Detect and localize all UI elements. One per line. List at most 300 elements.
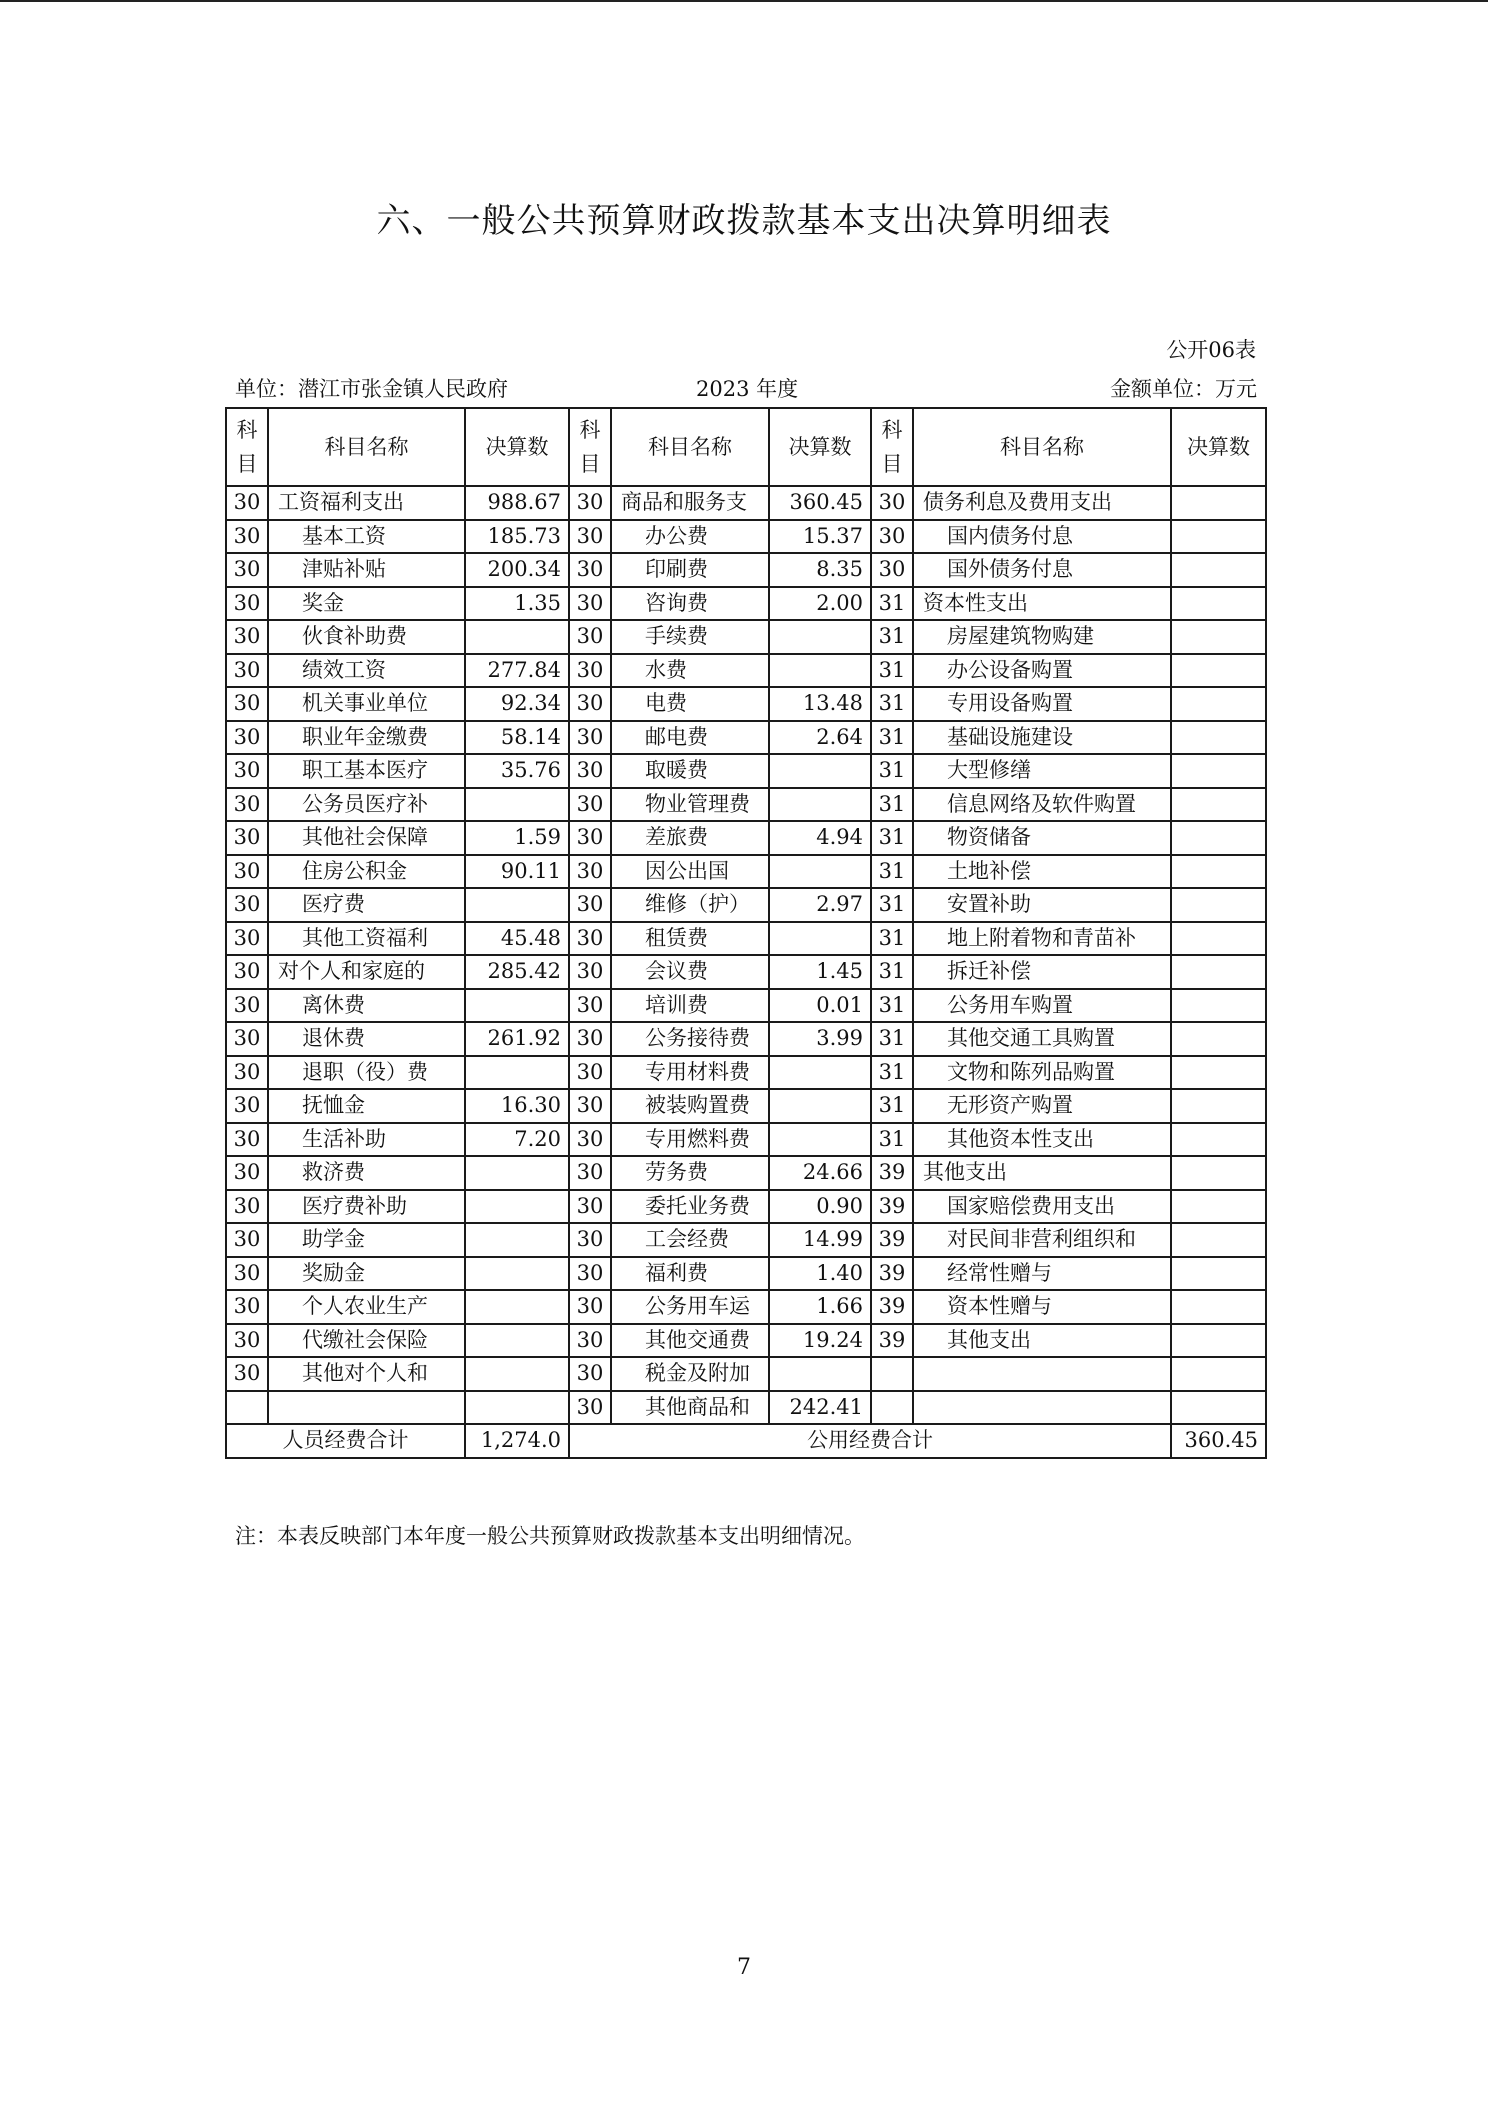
subject-name-cell: 劳务费 bbox=[611, 1156, 769, 1190]
subject-name-cell: 被装购置费 bbox=[611, 1089, 769, 1123]
amount-cell: 13.48 bbox=[769, 687, 871, 721]
amount-cell: 1.40 bbox=[769, 1257, 871, 1291]
subject-name-cell: 离休费 bbox=[268, 989, 465, 1023]
public-total-label: 公用经费合计 bbox=[569, 1424, 1171, 1458]
amount-cell: 15.37 bbox=[769, 520, 871, 554]
table-row bbox=[226, 1123, 1266, 1157]
amount-cell bbox=[1171, 687, 1266, 721]
subject-code-cell bbox=[871, 1391, 913, 1425]
subject-code-cell: 30 bbox=[569, 855, 611, 889]
header-name-2: 科目名称 bbox=[611, 408, 769, 486]
amount-cell bbox=[465, 989, 569, 1023]
amount-cell bbox=[1171, 1056, 1266, 1090]
header-name-1: 科目名称 bbox=[268, 408, 465, 486]
amount-cell: 200.34 bbox=[465, 553, 569, 587]
table-row bbox=[226, 1190, 1266, 1224]
subject-name-cell: 无形资产购置 bbox=[913, 1089, 1171, 1123]
amount-cell bbox=[769, 1357, 871, 1391]
subject-code-cell bbox=[226, 1391, 268, 1425]
subject-name-cell: 培训费 bbox=[611, 989, 769, 1023]
subject-code-cell: 30 bbox=[569, 1089, 611, 1123]
table-row bbox=[226, 888, 1266, 922]
subject-code-cell: 30 bbox=[569, 888, 611, 922]
subject-code-cell: 31 bbox=[871, 620, 913, 654]
subject-name-cell: 手续费 bbox=[611, 620, 769, 654]
subject-name-cell: 商品和服务支 bbox=[611, 486, 769, 520]
table-row bbox=[226, 553, 1266, 587]
subject-name-cell: 专用燃料费 bbox=[611, 1123, 769, 1157]
subject-name-cell: 取暖费 bbox=[611, 754, 769, 788]
subject-name-cell: 国家赔偿费用支出 bbox=[913, 1190, 1171, 1224]
subject-code-cell: 30 bbox=[226, 955, 268, 989]
table-row bbox=[226, 1257, 1266, 1291]
amount-cell: 45.48 bbox=[465, 922, 569, 956]
subject-name-cell bbox=[268, 1391, 465, 1425]
amount-cell bbox=[1171, 1156, 1266, 1190]
subject-code-cell: 30 bbox=[569, 721, 611, 755]
amount-cell bbox=[1171, 1089, 1266, 1123]
amount-cell bbox=[1171, 1324, 1266, 1358]
subject-name-cell: 公务接待费 bbox=[611, 1022, 769, 1056]
subject-name-cell: 办公设备购置 bbox=[913, 654, 1171, 688]
subject-code-cell: 30 bbox=[226, 620, 268, 654]
subject-name-cell: 电费 bbox=[611, 687, 769, 721]
subject-code-cell: 30 bbox=[226, 1290, 268, 1324]
amount-cell: 285.42 bbox=[465, 955, 569, 989]
subject-code-cell: 31 bbox=[871, 955, 913, 989]
amount-cell bbox=[465, 1223, 569, 1257]
amount-cell bbox=[1171, 1357, 1266, 1391]
table-row bbox=[226, 1223, 1266, 1257]
amount-cell bbox=[769, 754, 871, 788]
subject-name-cell: 房屋建筑物购建 bbox=[913, 620, 1171, 654]
subject-code-cell: 30 bbox=[569, 486, 611, 520]
amount-cell bbox=[1171, 754, 1266, 788]
subject-code-cell: 39 bbox=[871, 1257, 913, 1291]
table-row bbox=[226, 754, 1266, 788]
amount-cell bbox=[465, 620, 569, 654]
subject-name-cell: 退职（役）费 bbox=[268, 1056, 465, 1090]
amount-cell bbox=[1171, 888, 1266, 922]
amount-cell: 7.20 bbox=[465, 1123, 569, 1157]
personnel-total-value: 1,274.0 bbox=[465, 1424, 569, 1458]
subject-name-cell: 租赁费 bbox=[611, 922, 769, 956]
expenditure-table bbox=[225, 407, 1267, 1459]
subject-code-cell: 30 bbox=[226, 520, 268, 554]
table-row bbox=[226, 1324, 1266, 1358]
subject-code-cell: 30 bbox=[226, 1156, 268, 1190]
amount-cell bbox=[1171, 654, 1266, 688]
table-row bbox=[226, 1089, 1266, 1123]
amount-cell: 988.67 bbox=[465, 486, 569, 520]
subject-code-cell: 30 bbox=[569, 654, 611, 688]
amount-cell: 0.01 bbox=[769, 989, 871, 1023]
amount-cell: 14.99 bbox=[769, 1223, 871, 1257]
subject-code-cell: 30 bbox=[226, 587, 268, 621]
subject-code-cell: 30 bbox=[226, 888, 268, 922]
table-row bbox=[226, 1022, 1266, 1056]
subject-name-cell: 拆迁补偿 bbox=[913, 955, 1171, 989]
subject-code-cell: 30 bbox=[569, 989, 611, 1023]
amount-cell bbox=[1171, 955, 1266, 989]
subject-code-cell: 31 bbox=[871, 754, 913, 788]
amount-cell bbox=[465, 1056, 569, 1090]
table-row bbox=[226, 687, 1266, 721]
table-row bbox=[226, 1357, 1266, 1391]
subject-name-cell: 对个人和家庭的 bbox=[268, 955, 465, 989]
table-row bbox=[226, 955, 1266, 989]
subject-name-cell: 其他支出 bbox=[913, 1156, 1171, 1190]
subject-code-cell: 39 bbox=[871, 1190, 913, 1224]
subject-name-cell: 水费 bbox=[611, 654, 769, 688]
subject-name-cell: 奖金 bbox=[268, 587, 465, 621]
subject-code-cell: 30 bbox=[569, 1123, 611, 1157]
subject-code-cell: 30 bbox=[569, 1290, 611, 1324]
subject-code-cell: 30 bbox=[569, 1357, 611, 1391]
subject-name-cell: 办公费 bbox=[611, 520, 769, 554]
subject-code-cell: 30 bbox=[226, 1056, 268, 1090]
amount-cell bbox=[465, 1391, 569, 1425]
amount-cell bbox=[769, 620, 871, 654]
amount-cell: 24.66 bbox=[769, 1156, 871, 1190]
amount-cell bbox=[1171, 1290, 1266, 1324]
subject-name-cell: 咨询费 bbox=[611, 587, 769, 621]
subject-code-cell: 30 bbox=[569, 1257, 611, 1291]
subject-code-cell: 39 bbox=[871, 1156, 913, 1190]
amount-cell bbox=[769, 922, 871, 956]
amount-cell bbox=[769, 855, 871, 889]
subject-code-cell: 30 bbox=[569, 754, 611, 788]
subject-name-cell: 因公出国 bbox=[611, 855, 769, 889]
table-row bbox=[226, 520, 1266, 554]
subject-code-cell: 39 bbox=[871, 1324, 913, 1358]
form-number: 公开06表 bbox=[1166, 338, 1256, 362]
subject-name-cell: 公务用车购置 bbox=[913, 989, 1171, 1023]
subject-name-cell: 维修（护） bbox=[611, 888, 769, 922]
amount-cell: 277.84 bbox=[465, 654, 569, 688]
subject-code-cell: 30 bbox=[871, 486, 913, 520]
subject-name-cell: 退休费 bbox=[268, 1022, 465, 1056]
subject-name-cell: 津贴补贴 bbox=[268, 553, 465, 587]
amount-cell: 4.94 bbox=[769, 821, 871, 855]
amount-cell bbox=[1171, 1391, 1266, 1425]
amount-cell: 1.66 bbox=[769, 1290, 871, 1324]
subject-code-cell: 30 bbox=[226, 687, 268, 721]
amount-cell bbox=[1171, 520, 1266, 554]
subject-name-cell: 物资储备 bbox=[913, 821, 1171, 855]
subject-code-cell: 30 bbox=[569, 1223, 611, 1257]
subject-name-cell: 其他对个人和 bbox=[268, 1357, 465, 1391]
subject-name-cell: 医疗费 bbox=[268, 888, 465, 922]
amount-cell: 0.90 bbox=[769, 1190, 871, 1224]
amount-cell bbox=[769, 654, 871, 688]
subject-name-cell: 地上附着物和青苗补 bbox=[913, 922, 1171, 956]
subject-name-cell: 工会经费 bbox=[611, 1223, 769, 1257]
amount-cell bbox=[465, 888, 569, 922]
amount-cell: 35.76 bbox=[465, 754, 569, 788]
page-title: 六、一般公共预算财政拨款基本支出决算明细表 bbox=[376, 201, 1112, 241]
subject-code-cell: 30 bbox=[569, 922, 611, 956]
subject-name-cell: 医疗费补助 bbox=[268, 1190, 465, 1224]
amount-cell: 261.92 bbox=[465, 1022, 569, 1056]
amount-cell bbox=[465, 1357, 569, 1391]
subject-code-cell: 31 bbox=[871, 922, 913, 956]
subject-name-cell bbox=[913, 1357, 1171, 1391]
subject-code-cell: 30 bbox=[226, 922, 268, 956]
amount-cell bbox=[1171, 1123, 1266, 1157]
table-row bbox=[226, 486, 1266, 520]
subject-name-cell: 土地补偿 bbox=[913, 855, 1171, 889]
subject-name-cell: 物业管理费 bbox=[611, 788, 769, 822]
amount-cell bbox=[465, 788, 569, 822]
amount-cell bbox=[1171, 587, 1266, 621]
table-row bbox=[226, 654, 1266, 688]
subject-name-cell: 委托业务费 bbox=[611, 1190, 769, 1224]
subject-code-cell: 30 bbox=[226, 1022, 268, 1056]
subject-name-cell: 基本工资 bbox=[268, 520, 465, 554]
totals-row bbox=[226, 1424, 1266, 1458]
subject-name-cell: 印刷费 bbox=[611, 553, 769, 587]
amount-cell bbox=[1171, 620, 1266, 654]
page-top-border bbox=[0, 0, 1488, 2]
subject-name-cell: 绩效工资 bbox=[268, 654, 465, 688]
amount-cell bbox=[1171, 553, 1266, 587]
amount-cell: 90.11 bbox=[465, 855, 569, 889]
amount-cell bbox=[769, 788, 871, 822]
subject-name-cell: 会议费 bbox=[611, 955, 769, 989]
subject-code-cell: 30 bbox=[226, 821, 268, 855]
subject-code-cell: 30 bbox=[569, 1156, 611, 1190]
table-note: 注：本表反映部门本年度一般公共预算财政拨款基本支出明细情况。 bbox=[235, 1524, 865, 1548]
subject-name-cell: 公务员医疗补 bbox=[268, 788, 465, 822]
subject-code-cell: 31 bbox=[871, 888, 913, 922]
header-value-2: 决算数 bbox=[769, 408, 871, 486]
amount-cell: 360.45 bbox=[769, 486, 871, 520]
subject-name-cell: 救济费 bbox=[268, 1156, 465, 1190]
subject-code-cell: 31 bbox=[871, 1022, 913, 1056]
amount-cell: 2.00 bbox=[769, 587, 871, 621]
subject-name-cell: 国内债务付息 bbox=[913, 520, 1171, 554]
subject-name-cell: 文物和陈列品购置 bbox=[913, 1056, 1171, 1090]
subject-code-cell: 30 bbox=[226, 1257, 268, 1291]
table-row bbox=[226, 1056, 1266, 1090]
table-row bbox=[226, 587, 1266, 621]
subject-name-cell: 资本性赠与 bbox=[913, 1290, 1171, 1324]
subject-name-cell: 福利费 bbox=[611, 1257, 769, 1291]
subject-code-cell: 30 bbox=[569, 1022, 611, 1056]
table-row bbox=[226, 855, 1266, 889]
table-row bbox=[226, 721, 1266, 755]
unit-label: 单位：潜江市张金镇人民政府 bbox=[235, 377, 508, 401]
amount-cell bbox=[1171, 855, 1266, 889]
table-row bbox=[226, 620, 1266, 654]
subject-code-cell: 31 bbox=[871, 855, 913, 889]
subject-code-cell: 30 bbox=[569, 1056, 611, 1090]
amount-cell: 242.41 bbox=[769, 1391, 871, 1425]
subject-code-cell: 30 bbox=[226, 1190, 268, 1224]
amount-cell bbox=[769, 1123, 871, 1157]
personnel-total-label: 人员经费合计 bbox=[226, 1424, 465, 1458]
amount-cell: 8.35 bbox=[769, 553, 871, 587]
subject-code-cell: 30 bbox=[569, 553, 611, 587]
header-code-2: 科 目 bbox=[569, 408, 611, 486]
amount-cell bbox=[1171, 1223, 1266, 1257]
subject-name-cell: 安置补助 bbox=[913, 888, 1171, 922]
subject-name-cell: 个人农业生产 bbox=[268, 1290, 465, 1324]
amount-cell bbox=[1171, 486, 1266, 520]
subject-code-cell: 30 bbox=[226, 486, 268, 520]
amount-cell bbox=[769, 1056, 871, 1090]
table-row bbox=[226, 788, 1266, 822]
subject-code-cell: 30 bbox=[569, 1391, 611, 1425]
amount-cell bbox=[465, 1257, 569, 1291]
subject-code-cell: 31 bbox=[871, 721, 913, 755]
subject-name-cell: 大型修缮 bbox=[913, 754, 1171, 788]
subject-name-cell: 职业年金缴费 bbox=[268, 721, 465, 755]
subject-code-cell: 30 bbox=[226, 1324, 268, 1358]
subject-code-cell: 30 bbox=[871, 520, 913, 554]
subject-name-cell: 其他交通费 bbox=[611, 1324, 769, 1358]
subject-name-cell: 专用材料费 bbox=[611, 1056, 769, 1090]
page-number: 7 bbox=[737, 1955, 751, 1980]
header-value-3: 决算数 bbox=[1171, 408, 1266, 486]
amount-cell: 19.24 bbox=[769, 1324, 871, 1358]
subject-name-cell: 基础设施建设 bbox=[913, 721, 1171, 755]
subject-code-cell: 30 bbox=[871, 553, 913, 587]
subject-code-cell: 30 bbox=[569, 620, 611, 654]
subject-name-cell: 对民间非营利组织和 bbox=[913, 1223, 1171, 1257]
amount-cell bbox=[1171, 989, 1266, 1023]
subject-code-cell: 30 bbox=[569, 1190, 611, 1224]
amount-cell bbox=[1171, 922, 1266, 956]
amount-cell: 2.97 bbox=[769, 888, 871, 922]
subject-code-cell: 31 bbox=[871, 1123, 913, 1157]
header-value-1: 决算数 bbox=[465, 408, 569, 486]
subject-code-cell: 30 bbox=[226, 1357, 268, 1391]
subject-name-cell: 其他社会保障 bbox=[268, 821, 465, 855]
amount-cell bbox=[1171, 1022, 1266, 1056]
amount-cell bbox=[769, 1089, 871, 1123]
subject-code-cell: 30 bbox=[569, 587, 611, 621]
amount-cell: 16.30 bbox=[465, 1089, 569, 1123]
year-label: 2023 年度 bbox=[696, 377, 799, 401]
subject-name-cell: 税金及附加 bbox=[611, 1357, 769, 1391]
subject-code-cell: 31 bbox=[871, 1089, 913, 1123]
subject-code-cell: 30 bbox=[226, 788, 268, 822]
table-row bbox=[226, 1290, 1266, 1324]
subject-code-cell: 31 bbox=[871, 1056, 913, 1090]
subject-code-cell: 31 bbox=[871, 687, 913, 721]
subject-name-cell: 其他交通工具购置 bbox=[913, 1022, 1171, 1056]
subject-code-cell: 30 bbox=[569, 955, 611, 989]
subject-code-cell: 30 bbox=[569, 687, 611, 721]
subject-code-cell: 30 bbox=[226, 754, 268, 788]
amount-cell bbox=[1171, 788, 1266, 822]
subject-name-cell: 债务利息及费用支出 bbox=[913, 486, 1171, 520]
subject-code-cell: 30 bbox=[226, 855, 268, 889]
subject-name-cell: 生活补助 bbox=[268, 1123, 465, 1157]
amount-cell: 1.59 bbox=[465, 821, 569, 855]
table-header-row bbox=[226, 408, 1266, 486]
subject-name-cell: 工资福利支出 bbox=[268, 486, 465, 520]
table-row bbox=[226, 989, 1266, 1023]
amount-cell bbox=[1171, 821, 1266, 855]
subject-code-cell: 31 bbox=[871, 788, 913, 822]
subject-name-cell: 资本性支出 bbox=[913, 587, 1171, 621]
amount-cell: 58.14 bbox=[465, 721, 569, 755]
subject-name-cell: 邮电费 bbox=[611, 721, 769, 755]
subject-name-cell: 国外债务付息 bbox=[913, 553, 1171, 587]
subject-name-cell: 奖励金 bbox=[268, 1257, 465, 1291]
table-meta-row bbox=[225, 373, 1265, 403]
amount-unit-label: 金额单位：万元 bbox=[1110, 377, 1257, 401]
subject-code-cell: 30 bbox=[569, 788, 611, 822]
table-row bbox=[226, 821, 1266, 855]
subject-code-cell: 39 bbox=[871, 1223, 913, 1257]
subject-name-cell bbox=[913, 1391, 1171, 1425]
amount-cell: 3.99 bbox=[769, 1022, 871, 1056]
subject-name-cell: 代缴社会保险 bbox=[268, 1324, 465, 1358]
subject-name-cell: 职工基本医疗 bbox=[268, 754, 465, 788]
amount-cell: 92.34 bbox=[465, 687, 569, 721]
amount-cell: 2.64 bbox=[769, 721, 871, 755]
table-row bbox=[226, 922, 1266, 956]
amount-cell bbox=[1171, 1190, 1266, 1224]
subject-code-cell: 30 bbox=[569, 520, 611, 554]
amount-cell bbox=[465, 1156, 569, 1190]
subject-code-cell: 30 bbox=[226, 1089, 268, 1123]
subject-name-cell: 抚恤金 bbox=[268, 1089, 465, 1123]
subject-name-cell: 其他商品和 bbox=[611, 1391, 769, 1425]
subject-name-cell: 助学金 bbox=[268, 1223, 465, 1257]
subject-code-cell: 31 bbox=[871, 587, 913, 621]
subject-code-cell: 39 bbox=[871, 1290, 913, 1324]
subject-code-cell: 30 bbox=[226, 654, 268, 688]
subject-code-cell: 30 bbox=[226, 553, 268, 587]
header-code-3: 科 目 bbox=[871, 408, 913, 486]
subject-name-cell: 伙食补助费 bbox=[268, 620, 465, 654]
amount-cell bbox=[1171, 721, 1266, 755]
amount-cell: 1.35 bbox=[465, 587, 569, 621]
subject-name-cell: 信息网络及软件购置 bbox=[913, 788, 1171, 822]
header-name-3: 科目名称 bbox=[913, 408, 1171, 486]
subject-name-cell: 其他支出 bbox=[913, 1324, 1171, 1358]
subject-name-cell: 其他资本性支出 bbox=[913, 1123, 1171, 1157]
amount-cell: 1.45 bbox=[769, 955, 871, 989]
subject-name-cell: 住房公积金 bbox=[268, 855, 465, 889]
amount-cell bbox=[465, 1290, 569, 1324]
subject-name-cell: 专用设备购置 bbox=[913, 687, 1171, 721]
subject-code-cell: 30 bbox=[226, 989, 268, 1023]
subject-code-cell: 30 bbox=[226, 1123, 268, 1157]
subject-code-cell: 31 bbox=[871, 989, 913, 1023]
amount-cell bbox=[465, 1190, 569, 1224]
subject-code-cell: 31 bbox=[871, 654, 913, 688]
subject-name-cell: 其他工资福利 bbox=[268, 922, 465, 956]
amount-cell: 185.73 bbox=[465, 520, 569, 554]
amount-cell bbox=[1171, 1257, 1266, 1291]
header-code-1: 科 目 bbox=[226, 408, 268, 486]
table-row bbox=[226, 1391, 1266, 1425]
subject-name-cell: 差旅费 bbox=[611, 821, 769, 855]
public-total-value: 360.45 bbox=[1171, 1424, 1266, 1458]
subject-name-cell: 经常性赠与 bbox=[913, 1257, 1171, 1291]
subject-code-cell: 30 bbox=[569, 1324, 611, 1358]
subject-code-cell: 30 bbox=[226, 1223, 268, 1257]
subject-code-cell: 30 bbox=[569, 821, 611, 855]
subject-code-cell: 31 bbox=[871, 821, 913, 855]
table-row bbox=[226, 1156, 1266, 1190]
